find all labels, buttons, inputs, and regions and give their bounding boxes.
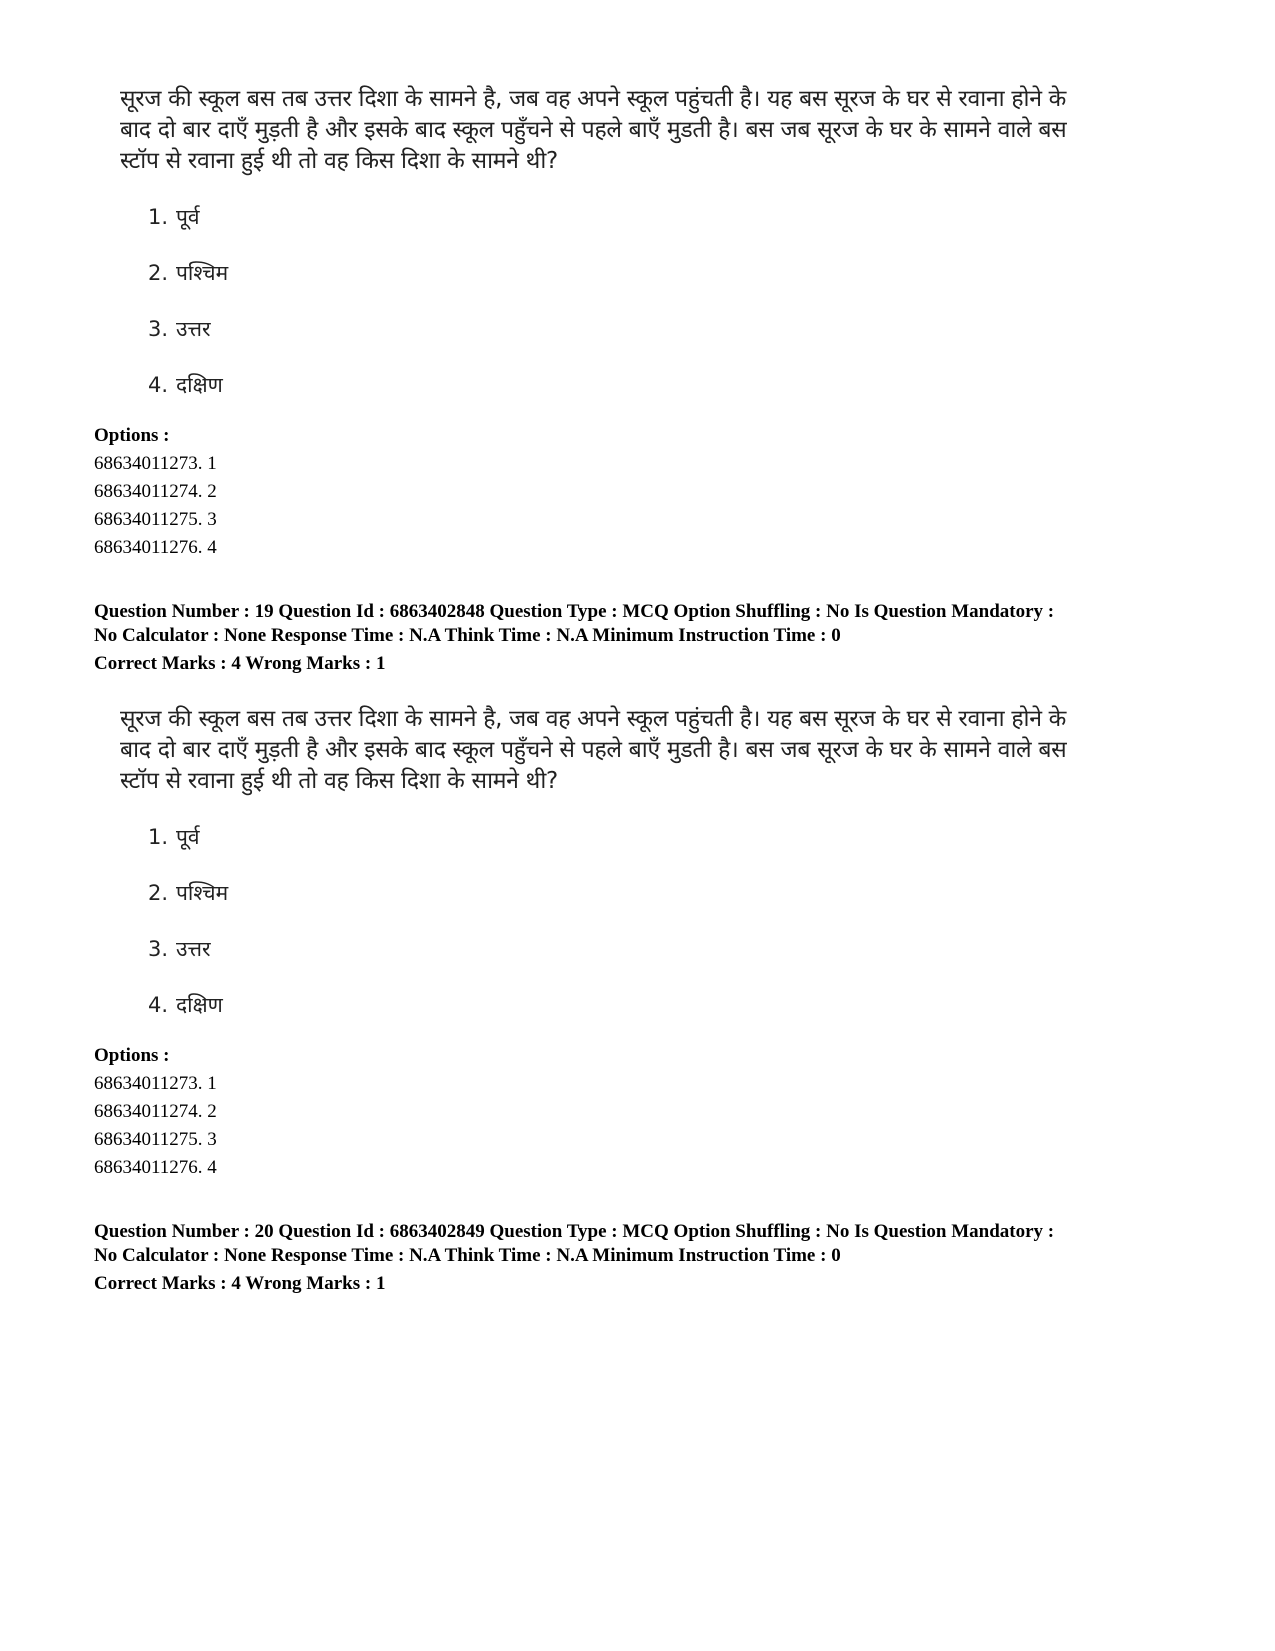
choice-item: 3. उत्तर <box>148 937 211 961</box>
choice-item: 2. पश्चिम <box>148 261 229 285</box>
option-row: 68634011276. 4 <box>94 1157 217 1178</box>
question-line: स्टॉप से रवाना हुई थी तो वह किस दिशा के सामने थी? <box>120 768 558 794</box>
option-row: 68634011275. 3 <box>94 509 217 530</box>
marks-line: Correct Marks : 4 Wrong Marks : 1 <box>94 1273 386 1294</box>
choice-item: 4. दक्षिण <box>148 373 223 397</box>
question-line: बाद दो बार दाएँ मुड़ती है और इसके बाद स्कूल पहुँचने से पहले बाएँ मुडती है। बस जब सूरज के घर के सामने वाले बस <box>120 117 1067 143</box>
question-meta-line: Question Number : 19 Question Id : 6863402848 Question Type : MCQ Option Shuffling : No Is Question Mandatory : <box>94 601 1055 622</box>
question-line: बाद दो बार दाएँ मुड़ती है और इसके बाद स्कूल पहुँचने से पहले बाएँ मुडती है। बस जब सूरज के घर के सामने वाले बस <box>120 737 1067 763</box>
options-label: Options : <box>94 425 170 446</box>
options-label: Options : <box>94 1045 170 1066</box>
option-row: 68634011273. 1 <box>94 1073 217 1094</box>
option-row: 68634011275. 3 <box>94 1129 217 1150</box>
choice-item: 4. दक्षिण <box>148 993 223 1017</box>
question-meta-line: No Calculator : None Response Time : N.A Think Time : N.A Minimum Instruction Time : 0 <box>94 625 841 646</box>
question-line: स्टॉप से रवाना हुई थी तो वह किस दिशा के सामने थी? <box>120 148 558 174</box>
option-row: 68634011276. 4 <box>94 537 217 558</box>
question-line: सूरज की स्कूल बस तब उत्तर दिशा के सामने है, जब वह अपने स्कूल पहुंचती है। यह बस सूरज के घर से रवाना होने के <box>120 86 1067 112</box>
choice-item: 1. पूर्व <box>148 825 200 849</box>
question-text <box>120 704 1180 797</box>
question-line: सूरज की स्कूल बस तब उत्तर दिशा के सामने है, जब वह अपने स्कूल पहुंचती है। यह बस सूरज के घर से रवाना होने के <box>120 706 1067 732</box>
question-meta-line: No Calculator : None Response Time : N.A Think Time : N.A Minimum Instruction Time : 0 <box>94 1245 841 1266</box>
question-text <box>120 84 1180 177</box>
option-row: 68634011274. 2 <box>94 1101 217 1122</box>
question-meta-line: Question Number : 20 Question Id : 6863402849 Question Type : MCQ Option Shuffling : No Is Question Mandatory : <box>94 1221 1055 1242</box>
option-row: 68634011274. 2 <box>94 481 217 502</box>
question-meta <box>94 1220 1054 1268</box>
choice-item: 1. पूर्व <box>148 205 200 229</box>
marks-line: Correct Marks : 4 Wrong Marks : 1 <box>94 653 386 674</box>
choice-item: 2. पश्चिम <box>148 881 229 905</box>
choice-item: 3. उत्तर <box>148 317 211 341</box>
question-meta <box>94 600 1054 648</box>
option-row: 68634011273. 1 <box>94 453 217 474</box>
